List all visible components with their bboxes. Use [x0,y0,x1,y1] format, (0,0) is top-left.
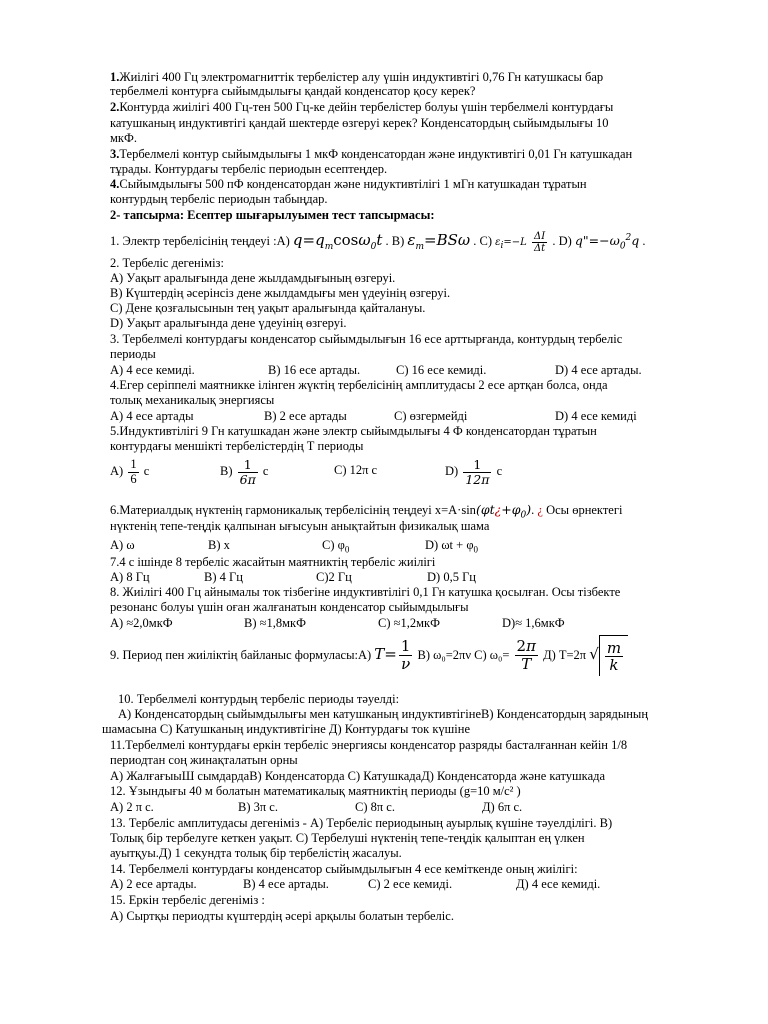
test-6-option-d: D) $\omega t + \varphi_0$ [425,538,479,555]
test-6-option-b: В) x [208,538,230,552]
test-3-option-d: D) 4 есе артады. [555,363,642,377]
test-5-option-b: В) $\frac{1}{6\pi}$ с [220,456,269,487]
task-1-line-2: тербелмелі контурға сыйымдылығы қандай конденсатор қосу керек? [110,84,476,98]
fraction-a: $\frac{1}{6}$ [130,456,137,486]
test-2-option-d: D) Уақыт аралығында дене үдеуінің өзгеруі. [110,316,347,330]
test-9: 9. Период пен жиіліктің байланыс формуласы:А) T= $\frac{1}{\nu}$ В) ω₀=2πν С) ω₀= $\frac{2\pi}{T}$ Д) Т=2π √ $\frac{m}{k}$ [110,634,628,676]
section-heading: 2- тапсырма: Есептер шығарылуымен тест тапсырмасы: [110,208,435,222]
test-7-option-c: С)2 Гц [316,570,352,584]
test-11-line-2: периодтан соң жинақталатын орны [110,753,298,767]
test-7-option-a: А) 8 Гц [110,570,150,584]
test-8-line-1: 8. Жиілігі 400 Гц айнымалы ток тізбегіне индуктивтілігі 0,1 Гн катушка қосылған. Осы тізбекте [110,585,621,599]
test-6-option-c: С) $\varphi_0$ [322,538,350,555]
task-2-line-2: катушканың индуктивтігі қандай шектерде өзгеруі керек? Конденсатордың сыйымдылығы 10 [110,116,609,130]
formula-1b: $\varepsilon_m=BS\omega$ [407,231,471,252]
test-4-line-2: толық механикалық энергиясы [110,393,275,407]
test-5-line-1: 5.Индуктивтілігі 9 Гн катушкадан және электр сыйымдылығы 4 Ф конденсатордан тұратын [110,424,597,438]
test-11-line-1: 11.Тербелмелі контурдағы еркін тербеліс энергиясы конденсатор разряды басталғаннан кейін 1/8 [110,738,628,752]
test-10-line-1: 10. Тербелмелі контурдың тербеліс периоды тәуелді: [118,692,400,706]
task-3-line-2: тұрады. Контурдағы тербеліс периодын есептеңдер. [110,162,388,176]
task-2-line-1: 2.Контурда жиілігі 400 Гц-тен 500 Гц-ке дейін тербелістер болуы үшін тербелмелі контурдағы [110,100,614,114]
task-4-line-2: контурдың тербеліс периодын табыңдар. [110,192,328,206]
test-12-line-1: 12. Ұзындығы 40 м болатын математикалық маятниктің периоды (g=10 м/с² ) [110,784,521,798]
test-7-option-b: В) 4 Гц [204,570,243,584]
test-10-line-3: шамасына С) Катушканың индуктивтігіне Д) Контурдағы ток күшіне [102,722,470,736]
stray-glyph: ¿ [537,503,543,517]
test-11-line-3: А) ЖалғағыыШ сымдардаВ) Конденсаторда С) КатушкадаД) Конденсаторда және катушкада [110,769,606,783]
formula-9a: T= $\frac{1}{\nu}$ [374,637,411,673]
test-12-option-b: В) 3π с. [238,800,278,814]
test-2-question: 2. Тербеліс дегеніміз: [110,256,224,270]
fraction-b: $\frac{1}{6\pi}$ [239,456,256,487]
test-10-line-2: А) Конденсатордың сыйымдылығы мен катушканың индуктивтігінеВ) Конденсатордың зарядының [118,707,649,721]
test-12-option-c: С) 8π с. [355,800,395,814]
test-5-option-a: А) $\frac{1}{6}$ с [110,456,150,486]
test-8-line-2: резонанс болуы үшін оған жалғанатын конденсатор сыйымдылығы [110,600,469,614]
test-8-option-b: В) ≈1,8мкФ [244,616,306,630]
formula-6: $(\varphi t¿+\varphi_0)$ [475,502,532,521]
test-3-line-1: 3. Тербелмелі контурдағы конденсатор сыйымдылығын 16 есе арттырғанда, контурдың тербеліс [110,332,623,346]
formula-1d: $q"=-\omega_0^2q$ [574,232,640,252]
test-12-option-d: Д) 6π с. [482,800,523,814]
test-4-option-d: D) 4 есе кемиді [555,409,637,423]
test-14-option-a: А) 2 есе артады. [110,877,197,891]
test-14-option-d: Д) 4 есе кемиді. [516,877,601,891]
test-5-option-d: D) $\frac{1}{12\pi}$ с [445,456,503,487]
test-4-option-b: В) 2 есе артады [264,409,347,423]
test-14-option-b: В) 4 есе артады. [243,877,329,891]
task-4-line-1: 4.Сыйымдылығы 500 пФ конденсатордан және нидуктивтілігі 1 мГн катушкадан тұратын [110,177,587,191]
formula-1c: $\varepsilon_i=-L$ $\frac{\Delta I}{\Delta t}$ [495,231,546,254]
test-2-option-c: С) Дене қозғалысынын тең уақыт аралығында қайталануы. [110,301,426,315]
test-12-option-a: А) 2 π с. [110,800,154,814]
test-1: 1. Электр тербелісінің теңдеуі :А) $q=q_m\cos\omega_0t$ . В) $\varepsilon_m=BS\omega$ . С) $\varepsilon_i=-L$ $\frac{\Delta I}{\Delta t}$ . D) $q"=-\omega_0^2q$ . [110,231,646,254]
task-3-line-1: 3.Тербелмелі контур сыйымдылығы 1 мкФ конденсатордан және индуктивтігі 0,01 Гн катушкадан [110,147,633,161]
test-5-line-2: контурдағы меншікті тербелістердің Т периоды [110,439,364,453]
task-1-line-1: 1.Жиілігі 400 Гц электромагниттік тербелістер алу үшін индуктивтігі 0,76 Гн катушкасы бар [110,70,604,84]
test-2-option-b: В) Күштердің әсерінсіз дене жылдамдығы мен үдеуінің өзгеруі. [110,286,451,300]
test-3-option-a: А) 4 есе кемиді. [110,363,195,377]
formula-9d: √ $\frac{m}{k}$ [589,645,628,663]
test-4-option-a: А) 4 есе артады [110,409,194,423]
test-4-line-1: 4.Егер серіппелі маятникке ілінген жүктің тербелісінің амплитудасы 2 есе артқан болса, онда [110,378,608,392]
fraction-d: $\frac{1}{12\pi}$ [465,456,490,487]
test-2-option-a: А) Уақыт аралығында дене жылдамдығының өзгеруі. [110,271,396,285]
formula-9c: $\frac{2\pi}{T}$ [516,637,536,673]
test-6-line-1: 6.Материалдық нүктенің гармоникалық тербелісінің теңдеуі $x=A\cdot\sin(\varphi t¿+\varphi_0)$. ¿ Осы өрнектегі [110,502,623,521]
test-8-option-a: А) ≈2,0мкФ [110,616,173,630]
test-13-line-2: Толық бір тербелуге кеткен уақыт. С) Тербелуші нүктенің тепе-теңдік қалыптан ең үлкен [110,831,585,845]
test-4-option-c: С) өзгермейді [394,409,468,423]
test-5-option-c: С) 12π с [334,463,378,477]
test-3-option-c: С) 16 есе кемиді. [396,363,487,377]
test-7-line-1: 7.4 с ішінде 8 тербеліс жасайтын маятниктің тербеліс жиілігі [110,555,436,569]
test-6-line-2: нүктенің тепе-теңдік қалпынан ығысуын анықтайтын физикалық шама [110,519,490,533]
formula-1a: $q=q_m\cos\omega_0t$ [292,231,383,252]
test-15-option-a: А) Сыртқы периодты күштердің әсері арқылы болатын тербеліс. [110,909,454,923]
test-13-line-3: ауытқуы.Д) 1 секундта толық бір тербелістің жасалуы. [110,846,402,860]
test-7-option-d: D) 0,5 Гц [427,570,476,584]
test-14-line-1: 14. Тербелмелі контурдағы конденсатор сыйымдылығын 4 есе кеміткенде оның жиілігі: [110,862,578,876]
test-8-option-c: С) ≈1,2мкФ [378,616,440,630]
test-8-option-d: D)≈ 1,6мкФ [502,616,565,630]
test-3-option-b: В) 16 есе артады. [268,363,361,377]
test-6-option-a: А) ω [110,538,135,552]
test-3-line-2: периоды [110,347,156,361]
test-14-option-c: С) 2 есе кемиді. [368,877,453,891]
task-2-line-3: мкФ. [110,131,137,145]
test-15-line-1: 15. Еркін тербеліс дегеніміз : [110,893,265,907]
test-13-line-1: 13. Тербеліс амплитудасы дегеніміз - А) Тербеліс периодының ауырлық күшіне тәуелділігі. В) [110,816,613,830]
